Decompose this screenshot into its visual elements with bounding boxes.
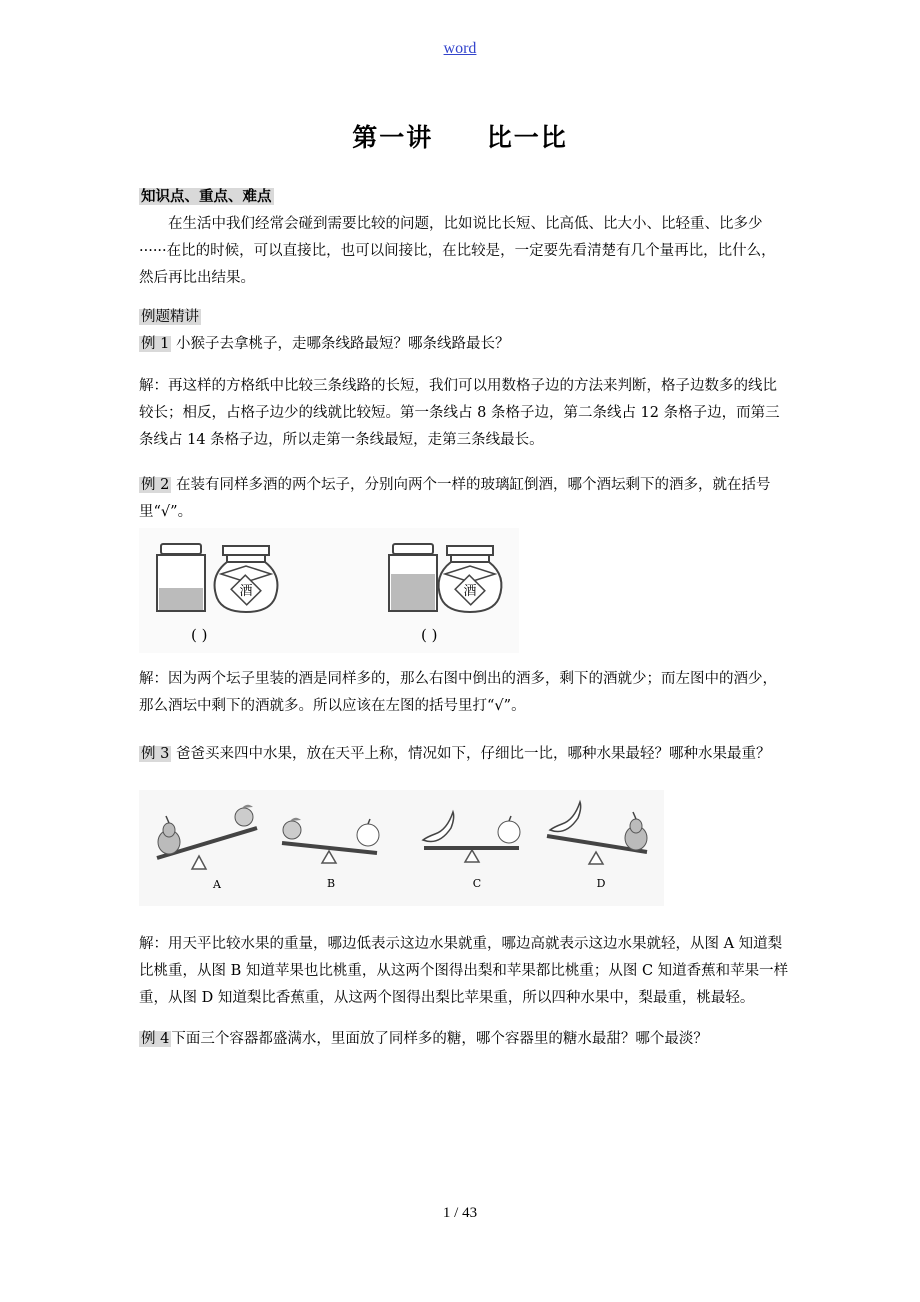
example-1-label: 例 1 bbox=[141, 336, 170, 352]
example-3-text: 爸爸买来四中水果，放在天平上称，情况如下，仔细比一比，哪种水果最轻？哪种水果最重？ bbox=[171, 746, 771, 762]
example-4-label: 例 4 bbox=[141, 1031, 170, 1047]
scale-label-d: D bbox=[596, 877, 606, 890]
example-4-text: 下面三个容器都盛满水，里面放了同样多的糖，哪个容器里的糖水最甜？哪个最淡？ bbox=[171, 1031, 708, 1047]
example-2-label: 例 2 bbox=[141, 477, 170, 493]
knowledge-body: 在生活中我们经常会碰到需要比较的问题，比如说比长短、比高低、比大小、比轻重、比多少······在比的时候，可以直接比，也可以间接比，在比较是，一定要先看清楚有几个量再比，比什么，然后再比出结果。 bbox=[139, 216, 776, 286]
section-heading-examples: 例题精讲 bbox=[141, 309, 199, 325]
section-heading-knowledge: 知识点、重点、难点 bbox=[141, 188, 272, 205]
example-4-question bbox=[139, 1026, 789, 1053]
glass-jar-left-icon bbox=[157, 544, 205, 611]
example-3-answer: 解：用天平比较水果的重量，哪边低表示这边水果就重，哪边高就表示这边水果就轻，从图 A 知道梨比桃重，从图 B 知道苹果也比桃重，从这两个图得出梨和苹果都比桃重；从图 C 知道香蕉和苹果一样重，从图 D 知道梨比香蕉重，从这两个图得出梨比苹果重，所以四种水果中，梨最重，桃最轻。 bbox=[139, 936, 789, 1006]
scale-label-a: A bbox=[213, 878, 221, 891]
example-2-question bbox=[139, 472, 789, 526]
wine-char-right: 酒 bbox=[463, 584, 477, 599]
glass-jar-right-icon bbox=[389, 544, 437, 611]
wine-pot-right-icon bbox=[439, 546, 502, 612]
wine-char-left: 酒 bbox=[239, 584, 253, 599]
section-knowledge bbox=[139, 183, 789, 292]
page-number: 1 / 43 bbox=[442, 1205, 478, 1221]
example-1-answer: 解：再这样的方格纸中比较三条线路的长短，我们可以用数格子边的方法来判断，格子边数多的线比较长；相反，占格子边少的线就比较短。第一条线占 8 条格子边，第二条线占 12 条格子边，而第三条线占 14 条格子边，所以走第一条线最短，走第三条线最长。 bbox=[139, 378, 780, 448]
bracket-right: ( ) bbox=[421, 626, 438, 644]
example-2-figure bbox=[139, 528, 519, 653]
example-2-text: 在装有同样多酒的两个坛子，分别向两个一样的玻璃缸倒酒，哪个酒坛剩下的酒多，就在括号里“√”。 bbox=[139, 477, 771, 520]
example-1-question bbox=[139, 331, 789, 358]
example-3-figure bbox=[139, 790, 664, 906]
example-2-answer: 解：因为两个坛子里装的酒是同样多的，那么右图中倒出的酒多，剩下的酒就少；而左图中的酒少，那么酒坛中剩下的酒就多。所以应该在左图的括号里打“√”。 bbox=[139, 671, 777, 714]
header-word-link[interactable]: word bbox=[443, 40, 477, 57]
scales-illustration bbox=[139, 790, 664, 906]
wine-pot-left-icon bbox=[215, 546, 278, 612]
page-title: 第一讲 比一比 bbox=[352, 123, 568, 152]
scale-label-b: B bbox=[326, 877, 336, 890]
example-1-text: 小猴子去拿桃子，走哪条线路最短？哪条线路最长？ bbox=[171, 336, 510, 352]
example-3-question bbox=[139, 741, 789, 768]
example-3-label: 例 3 bbox=[141, 746, 170, 762]
scale-label-c: C bbox=[472, 877, 482, 890]
bracket-left: ( ) bbox=[191, 626, 208, 644]
jars-illustration bbox=[139, 528, 519, 653]
section-examples bbox=[139, 304, 789, 358]
